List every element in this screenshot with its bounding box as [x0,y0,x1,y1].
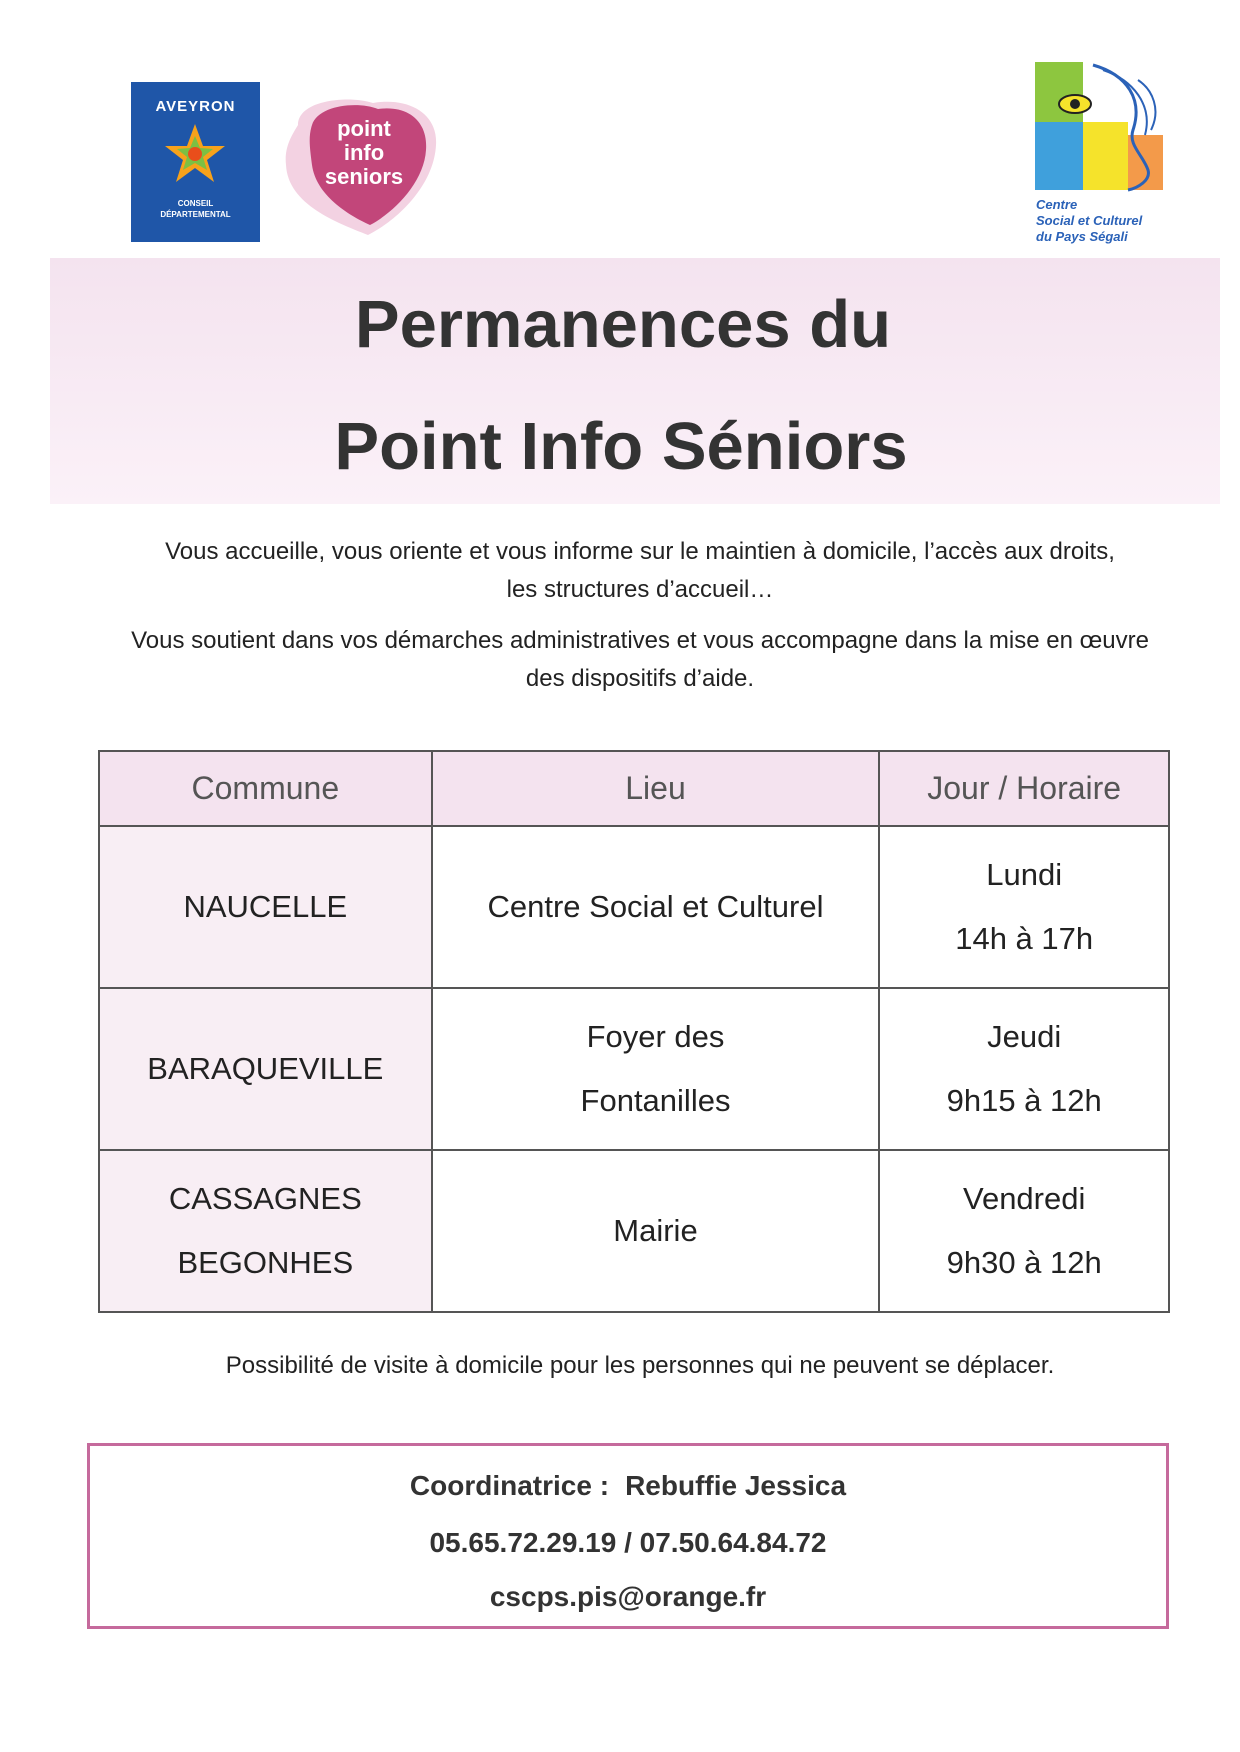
table-row [99,826,1169,988]
title-band [50,258,1220,504]
star-icon [163,122,227,186]
cscps-line2: Social et Culturel [1036,213,1143,228]
commune-cell [99,826,432,988]
commune-text-line2: BEGONHES [177,1245,354,1280]
schedule-table [98,750,1170,1313]
lieu-text-line1: Foyer des [586,1019,725,1054]
jour-cell [879,826,1169,988]
pis-line1: point [337,116,391,141]
email-address: cscps.pis@orange.fr [489,1581,767,1612]
page-title-line1: Permanences du [354,287,892,362]
lieu-cell [432,988,880,1150]
aveyron-subtitle-line2: DÉPARTEMENTAL [160,210,231,219]
intro-paragraph-1 [60,533,1220,609]
centre-social-logo-text [1036,197,1186,245]
cscps-line1: Centre [1036,197,1078,212]
pis-line3: seniors [324,164,404,189]
intro-p2-line1: Vous soutient dans vos démarches administratives et vous accompagne dans la mise en œuvre [131,627,1149,654]
commune-text: BARAQUEVILLE [147,1051,384,1086]
lieu-text-line2: Fontanilles [580,1083,731,1118]
lieu-cell [432,826,880,988]
jour-day: Lundi [986,857,1063,892]
phone-numbers: 05.65.72.29.19 / 07.50.64.84.72 [429,1527,827,1558]
jour-cell [879,1150,1169,1312]
intro-p1-line2: les structures d’accueil… [506,576,774,603]
commune-text-line1: CASSAGNES [168,1181,362,1216]
point-info-seniors-text [314,117,414,189]
jour-hours: 9h15 à 12h [946,1083,1102,1118]
point-info-seniors-logo [278,95,438,237]
lieu-text: Centre Social et Culturel [487,889,824,924]
aveyron-logo [131,82,260,242]
pis-line2: info [343,140,385,165]
aveyron-logo-title: AVEYRON [155,98,236,115]
intro-paragraph-2 [60,622,1220,698]
commune-cell [99,1150,432,1312]
intro-p2-line2: des dispositifs d’aide. [525,665,755,692]
jour-hours: 14h à 17h [955,921,1094,956]
cscps-line3: du Pays Ségali [1036,229,1128,244]
centre-social-logo [1033,60,1183,252]
contact-box [87,1443,1169,1629]
table-header-row [99,751,1169,826]
aveyron-logo-subtitle [131,198,260,220]
column-header-commune: Commune [99,751,432,826]
column-header-lieu: Lieu [432,751,880,826]
commune-cell [99,988,432,1150]
page-title-line2: Point Info Séniors [334,409,908,484]
home-visit-note: Possibilité de visite à domicile pour les personnes qui ne peuvent se déplacer. [225,1352,1055,1379]
lieu-cell [432,1150,880,1312]
commune-text: NAUCELLE [183,889,348,924]
lieu-text: Mairie [613,1213,698,1248]
face-icon [1033,60,1183,195]
jour-day: Jeudi [987,1019,1062,1054]
coordinator-name: Rebuffie Jessica [625,1470,847,1501]
coordinator-label: Coordinatrice : [409,1470,610,1501]
table-row [99,988,1169,1150]
coordinator-row [90,1470,1166,1502]
jour-cell [879,988,1169,1150]
jour-hours: 9h30 à 12h [946,1245,1102,1280]
intro-p1-line1: Vous accueille, vous oriente et vous informe sur le maintien à domicile, l’accès aux droits, [165,538,1115,565]
table-row [99,1150,1169,1312]
aveyron-subtitle-line1: CONSEIL [177,199,214,208]
jour-day: Vendredi [962,1181,1086,1216]
column-header-jour: Jour / Horaire [879,751,1169,826]
